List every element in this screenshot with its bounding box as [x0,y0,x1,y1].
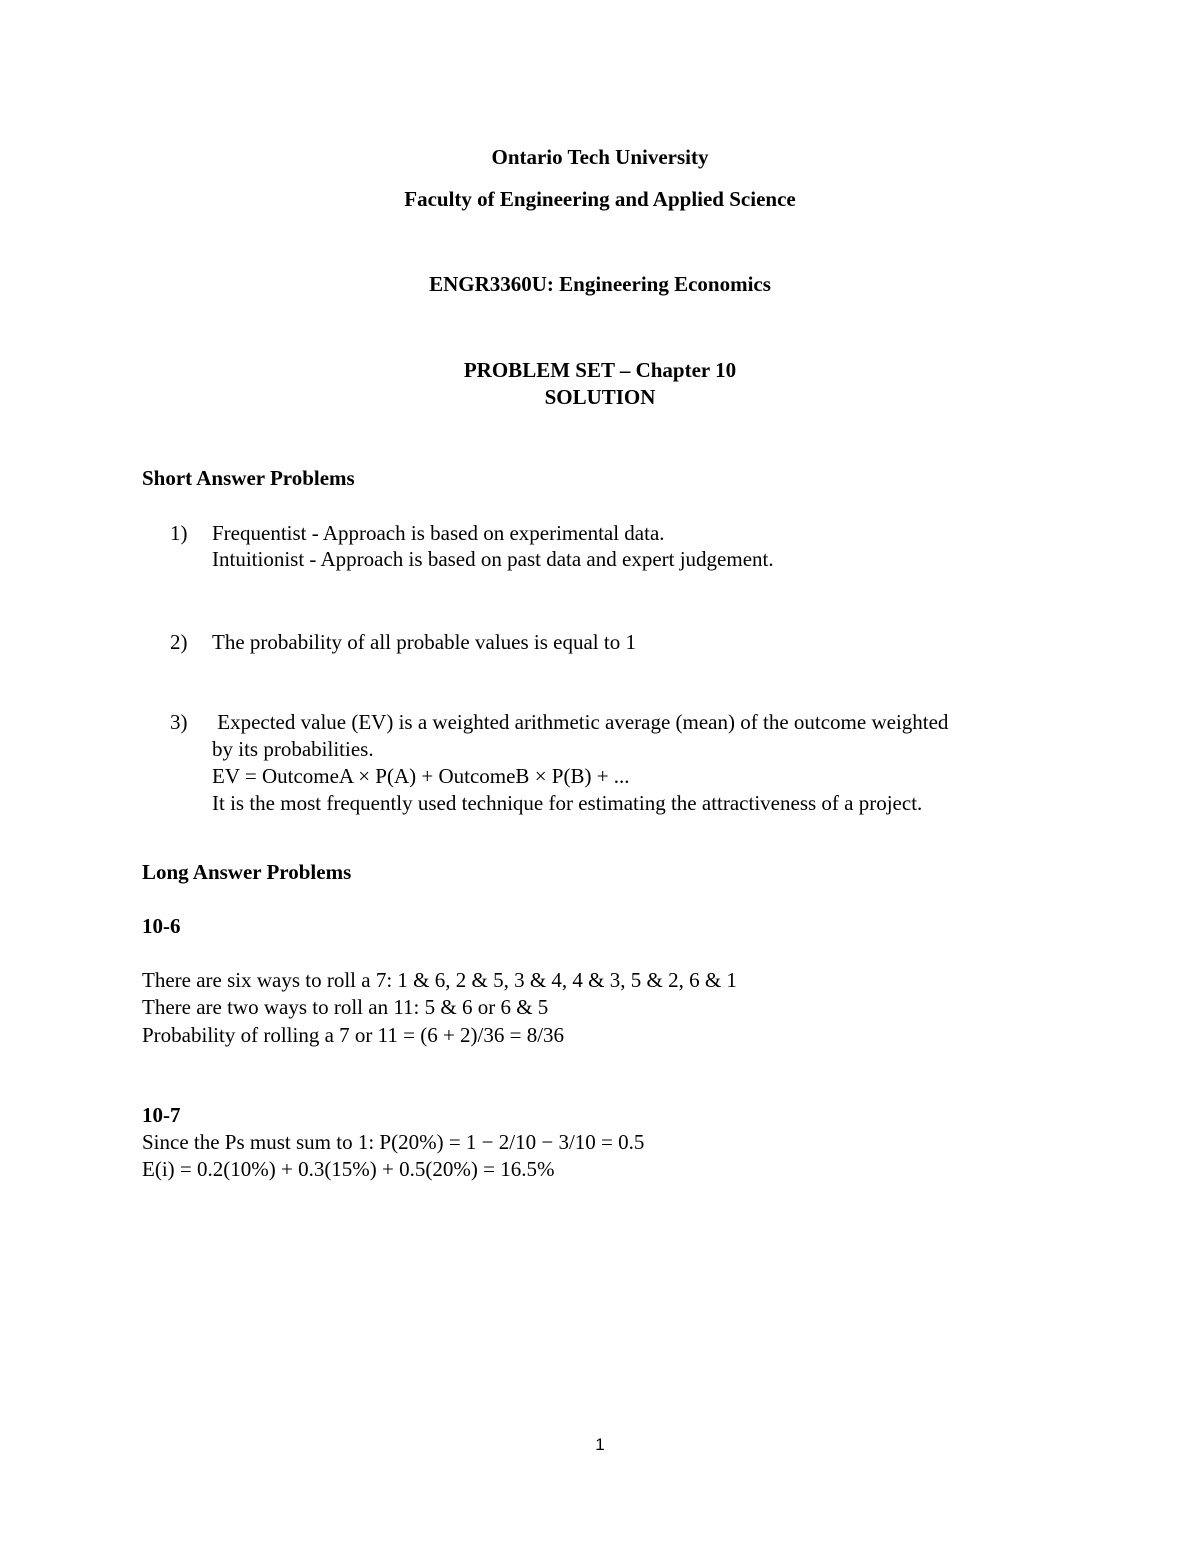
item-2-line-1: The probability of all probable values is equal to 1 [212,630,636,654]
problem-10-7-line-1: Since the Ps must sum to 1: P(20%) = 1 − 2/10 − 3/10 = 0.5 [142,1130,645,1154]
problem-10-6-line-2: There are two ways to roll an 11: 5 & 6 or 6 & 5 [142,995,549,1019]
problem-10-6-line-1: There are six ways to roll a 7: 1 & 6, 2 & 5, 3 & 4, 4 & 3, 5 & 2, 6 & 1 [142,968,737,992]
item-3-line-1: Expected value (EV) is a weighted arithmetic average (mean) of the outcome weighted [212,710,949,734]
solution-title: SOLUTION [544,385,656,409]
item-3-line-3: EV = OutcomeA × P(A) + OutcomeB × P(B) + ... [212,764,630,788]
problem-10-6-line-3: Probability of rolling a 7 or 11 = (6 + 2)/36 = 8/36 [142,1023,565,1047]
item-2-number: 2) [170,630,188,654]
item-3-number: 3) [170,710,188,734]
item-3-line-4: It is the most frequently used technique for estimating the attractiveness of a project. [212,791,923,815]
problem-10-7-id: 10-7 [142,1103,181,1127]
problem-10-7-line-2: E(i) = 0.2(10%) + 0.3(15%) + 0.5(20%) = 16.5% [142,1157,555,1181]
long-answer-heading: Long Answer Problems [142,860,352,884]
page-number: 1 [595,1435,605,1454]
item-3-line-2: by its probabilities. [212,737,374,761]
problem-set-title: PROBLEM SET – Chapter 10 [463,358,737,382]
item-1-line-2: Intuitionist - Approach is based on past data and expert judgement. [212,547,774,571]
item-1-line-1: Frequentist - Approach is based on experimental data. [212,521,665,545]
faculty-title: Faculty of Engineering and Applied Science [404,187,796,211]
course-title: ENGR3360U: Engineering Economics [429,272,771,296]
problem-10-6-id: 10-6 [142,914,181,938]
university-title: Ontario Tech University [491,145,709,169]
short-answer-heading: Short Answer Problems [142,466,355,490]
item-1-number: 1) [170,521,188,545]
